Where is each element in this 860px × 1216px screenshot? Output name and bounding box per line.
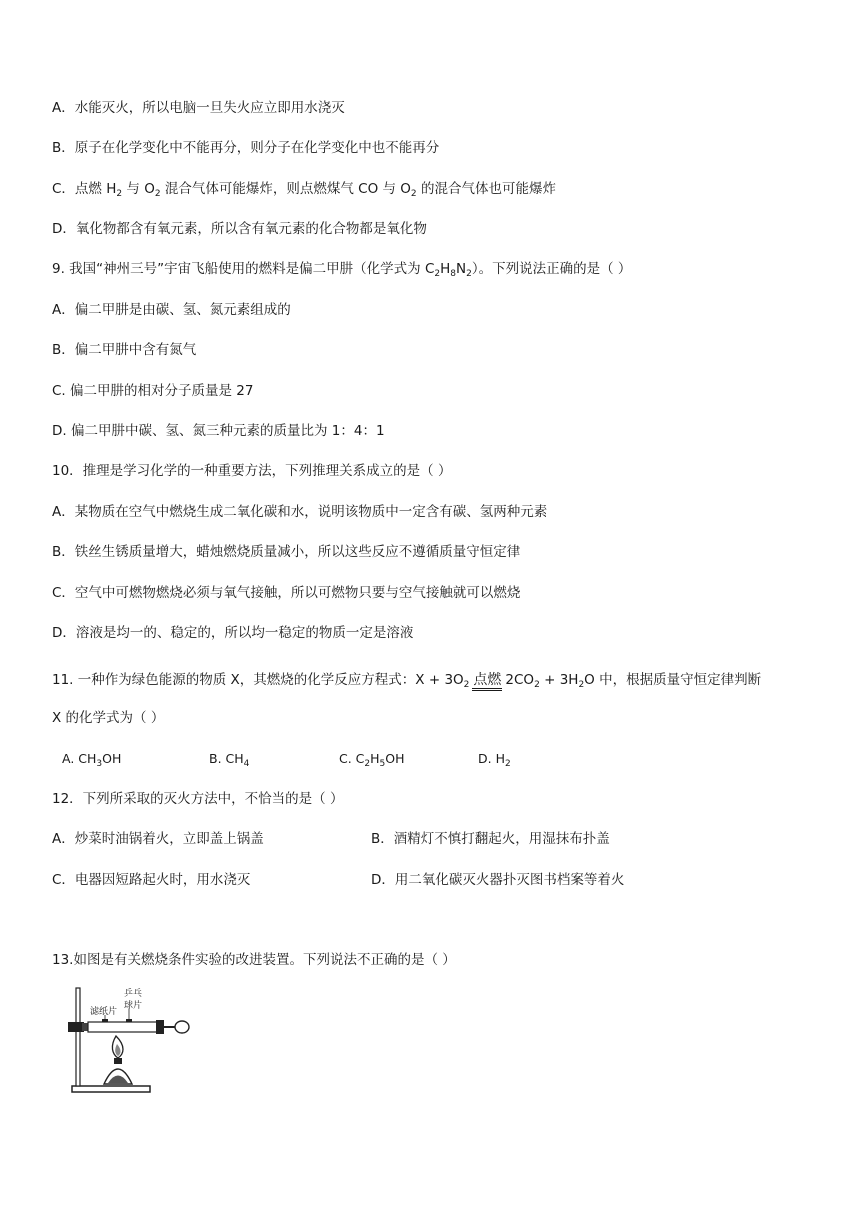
q13-stem: 13.如图是有关燃烧条件实验的改进装置。下列说法不正确的是（ ） [52, 952, 456, 968]
q9-option-d: D. 偏二甲肼中碳、氢、氮三种元素的质量比为 1：4：1 [52, 423, 385, 439]
copper-plate [88, 1022, 162, 1032]
subscript: 2 [434, 269, 441, 279]
q8-c-text: 混合气体可能爆炸，则点燃煤气 CO 与 O [164, 181, 411, 197]
q11-a-text: A. CH [62, 751, 97, 766]
q11-stem-line2: X 的化学式为（ ） [52, 710, 165, 726]
q8-option-a: A．水能灭火，所以电脑一旦失火应立即用水浇灭 [52, 100, 345, 116]
rubber-bulb [175, 1021, 189, 1033]
clamp-right [156, 1020, 164, 1034]
q11-c-text: H [370, 751, 380, 766]
q9-option-c: C. 偏二甲肼的相对分子质量是 27 [52, 383, 254, 399]
clamp-left [68, 1022, 84, 1032]
q8-option-d: D．氧化物都含有氧元素，所以含有氧元素的化合物都是氧化物 [52, 221, 427, 237]
combustion-apparatus-figure [64, 984, 194, 1096]
subscript: 2 [116, 189, 123, 199]
subscript: 2 [154, 189, 161, 199]
q9-stem: 9. 我国“神州三号”宇宙飞船使用的燃料是偏二甲肼（化学式为 $C_2H_8N_2$）。下列说法正确的是（ ） [52, 261, 632, 279]
subscript: 2 [463, 680, 470, 690]
stand-rod [76, 988, 80, 1086]
subscript: 8 [450, 269, 457, 279]
q11-a-text: OH [102, 751, 122, 766]
q11-c-text: OH [385, 751, 405, 766]
q8-c-text: 与 O [126, 181, 155, 197]
q8-option-c [52, 179, 556, 199]
q9-option-b: B．偏二甲肼中含有氮气 [52, 342, 197, 358]
q11-option-d [478, 749, 511, 769]
figure-label-pingpong-1: 乒乓 [124, 989, 143, 999]
q11-option-a [62, 749, 121, 769]
q11-d-text: D. H [478, 751, 505, 766]
q10-stem: 10．推理是学习化学的一种重要方法，下列推理关系成立的是（ ） [52, 463, 452, 479]
q9-option-a: A．偏二甲肼是由碳、氢、氮元素组成的 [52, 302, 291, 318]
subscript: 2 [410, 189, 417, 199]
q12-option-d: D．用二氧化碳灭火器扑灭图书档案等着火 [371, 872, 625, 888]
figure-label-filter-paper: 滤纸片 [90, 1007, 118, 1017]
subscript: 2 [578, 680, 585, 690]
q11-product: O 中，根据质量守恒定律判断 [584, 672, 762, 688]
stand-base [72, 1086, 150, 1092]
q10-option-d: D．溶液是均一的、稳定的，所以均一稳定的物质一定是溶液 [52, 625, 414, 641]
filter-paper-piece [102, 1019, 108, 1022]
lamp-wick-holder [114, 1058, 122, 1064]
reaction-condition: 点燃 [472, 672, 502, 691]
q9-stem-text: 9. 我国“神州三号”宇宙飞船使用的燃料是偏二甲肼（化学式为 C [52, 261, 435, 277]
subscript: 5 [379, 759, 386, 769]
subscript: 2 [534, 680, 540, 690]
subscript: 3 [96, 759, 103, 769]
subscript: 2 [466, 269, 472, 279]
q8-c-text: C．点燃 H [52, 181, 117, 197]
subscript: 4 [243, 759, 250, 769]
q10-option-a: A．某物质在空气中燃烧生成二氧化碳和水，说明该物质中一定含有碳、氢两种元素 [52, 504, 548, 520]
pingpong-ball-piece [126, 1019, 132, 1022]
q12-option-b: B．酒精灯不慎打翻起火，用湿抹布扑盖 [371, 831, 610, 847]
q8-c-text: 的混合气体也可能爆炸 [420, 181, 556, 197]
q11-stem [52, 670, 761, 691]
q9-stem-text: ）。下列说法正确的是（ ） [471, 261, 632, 277]
q11-product: 2CO [505, 672, 535, 688]
q8-option-b: B．原子在化学变化中不能再分，则分子在化学变化中也不能再分 [52, 140, 440, 156]
q12-option-a: A．炒菜时油锅着火，立即盖上锅盖 [52, 831, 264, 847]
q11-product: + 3H [539, 672, 579, 688]
q10-option-b: B．铁丝生锈质量增大，蜡烛燃烧质量减小，所以这些反应不遵循质量守恒定律 [52, 544, 521, 560]
subscript: 2 [364, 759, 371, 769]
q10-option-c: C．空气中可燃物燃烧必须与氧气接触，所以可燃物只要与空气接触就可以燃烧 [52, 585, 521, 601]
q11-c-text: C. C [339, 751, 365, 766]
subscript: 2 [504, 759, 511, 769]
q12-option-c: C．电器因短路起火时，用水浇灭 [52, 872, 251, 888]
q11-b-text: B. CH [209, 751, 244, 766]
figure-label-pingpong-2: 球片 [124, 1001, 143, 1011]
q11-option-b [209, 749, 249, 769]
q12-stem: 12．下列所采取的灭火方法中，不恰当的是（ ） [52, 791, 344, 807]
q11-stem-text: 11. 一种作为绿色能源的物质 X，其燃烧的化学反应方程式：X + 3O [52, 672, 464, 688]
q11-option-c [339, 749, 405, 769]
